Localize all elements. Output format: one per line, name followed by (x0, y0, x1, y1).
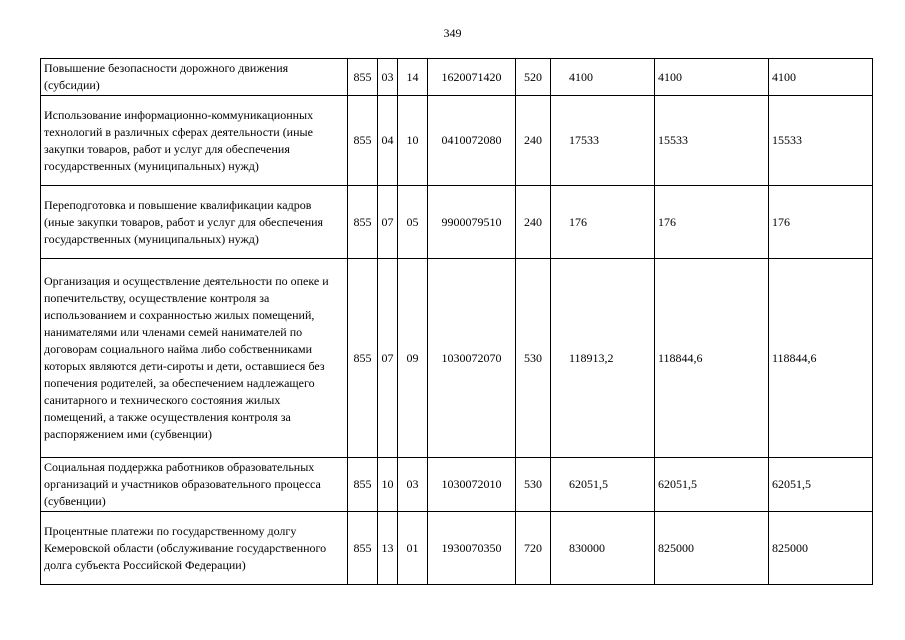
target-article-code: 1620071420 (428, 59, 516, 96)
expense-type-code: 720 (516, 512, 551, 585)
section-code: 07 (378, 259, 398, 458)
section-code: 03 (378, 59, 398, 96)
table-row (41, 259, 873, 458)
table-row (41, 186, 873, 259)
subsection-code: 09 (398, 259, 428, 458)
amount-year-3: 62051,5 (769, 458, 873, 512)
row-description: Использование информационно-коммуникационных технологий в различных сферах деятельности (иные закупки товаров, работ и услуг для обеспечения государственных (муниципальных) нужд) (41, 96, 348, 186)
subsection-code: 03 (398, 458, 428, 512)
ministry-code: 855 (348, 96, 378, 186)
subsection-code: 05 (398, 186, 428, 259)
section-code: 10 (378, 458, 398, 512)
amount-year-1: 118913,2 (551, 259, 655, 458)
row-description: Переподготовка и повышение квалификации кадров (иные закупки товаров, работ и услуг для обеспечения государственных (муниципальных) нужд) (41, 186, 348, 259)
amount-year-3: 15533 (769, 96, 873, 186)
ministry-code: 855 (348, 186, 378, 259)
amount-year-2: 176 (655, 186, 769, 259)
amount-year-2: 825000 (655, 512, 769, 585)
amount-year-2: 15533 (655, 96, 769, 186)
subsection-code: 14 (398, 59, 428, 96)
expense-type-code: 530 (516, 458, 551, 512)
subsection-code: 10 (398, 96, 428, 186)
row-description: Процентные платежи по государственному долгу Кемеровской области (обслуживание государственного долга субъекта Российской Федерации) (41, 512, 348, 585)
amount-year-3: 118844,6 (769, 259, 873, 458)
target-article-code: 1930070350 (428, 512, 516, 585)
amount-year-3: 825000 (769, 512, 873, 585)
row-description: Социальная поддержка работников образовательных организаций и участников образовательного процесса (субвенции) (41, 458, 348, 512)
amount-year-1: 4100 (551, 59, 655, 96)
section-code: 07 (378, 186, 398, 259)
subsection-code: 01 (398, 512, 428, 585)
target-article-code: 9900079510 (428, 186, 516, 259)
amount-year-2: 4100 (655, 59, 769, 96)
row-description: Организация и осуществление деятельности по опеке и попечительству, осуществление контроля за использованием и сохранностью жилых помещений, нанимателями или членами семей нанимателей по договорам социального найма либо собственниками которых являются дети-сироты и дети, оставшиеся без попечения родителей, за обеспечением надлежащего санитарного и технического состояния жилых помещений, а также осуществления контроля за распоряжением ими (субвенции) (41, 259, 348, 458)
target-article-code: 1030072010 (428, 458, 516, 512)
expense-type-code: 520 (516, 59, 551, 96)
target-article-code: 1030072070 (428, 259, 516, 458)
amount-year-2: 118844,6 (655, 259, 769, 458)
ministry-code: 855 (348, 59, 378, 96)
page-number: 349 (443, 26, 462, 40)
amount-year-1: 62051,5 (551, 458, 655, 512)
section-code: 04 (378, 96, 398, 186)
ministry-code: 855 (348, 458, 378, 512)
budget-table (40, 58, 873, 585)
ministry-code: 855 (348, 259, 378, 458)
expense-type-code: 530 (516, 259, 551, 458)
ministry-code: 855 (348, 512, 378, 585)
amount-year-3: 176 (769, 186, 873, 259)
target-article-code: 0410072080 (428, 96, 516, 186)
table-row (41, 96, 873, 186)
amount-year-1: 17533 (551, 96, 655, 186)
amount-year-1: 830000 (551, 512, 655, 585)
table-row (41, 512, 873, 585)
expense-type-code: 240 (516, 96, 551, 186)
amount-year-2: 62051,5 (655, 458, 769, 512)
section-code: 13 (378, 512, 398, 585)
amount-year-3: 4100 (769, 59, 873, 96)
expense-type-code: 240 (516, 186, 551, 259)
row-description: Повышение безопасности дорожного движения (субсидии) (41, 59, 348, 96)
amount-year-1: 176 (551, 186, 655, 259)
table-row (41, 458, 873, 512)
table-row (41, 59, 873, 96)
